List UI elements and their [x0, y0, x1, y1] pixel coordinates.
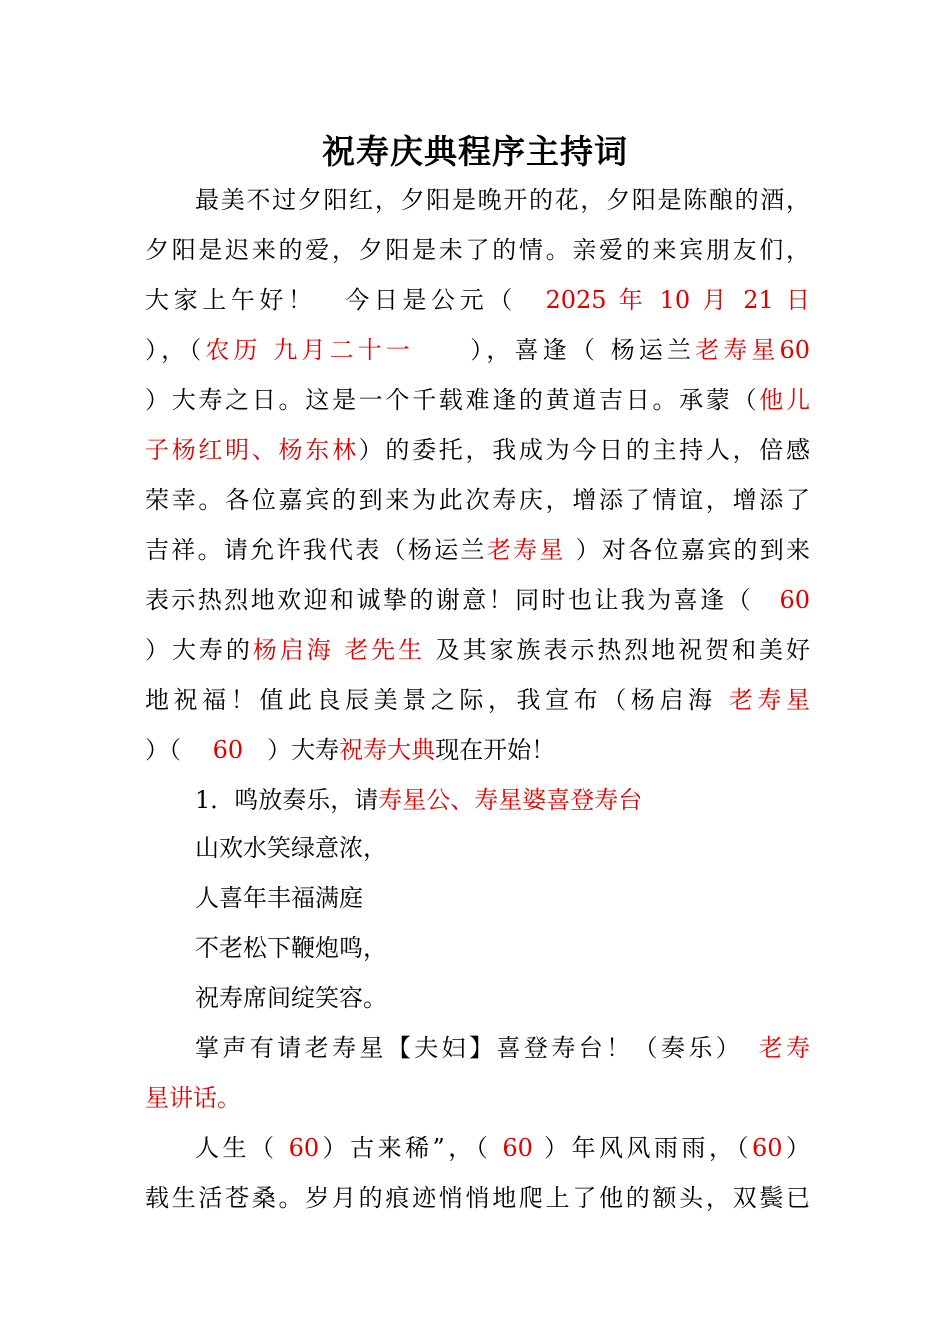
highlighted-text: 60 [212, 736, 244, 764]
text-line [145, 285, 810, 315]
text-line [145, 535, 810, 565]
highlighted-text: 老寿星 [486, 536, 566, 564]
text-line [145, 585, 810, 615]
highlighted-text: 60 [779, 586, 810, 614]
text-line [195, 185, 810, 215]
text-line [145, 735, 810, 765]
text-segment: 山欢水笑绿意浓， [195, 834, 387, 862]
text-line [145, 1183, 810, 1213]
highlighted-text: 2025 年 10 月 21 日 [545, 286, 810, 314]
highlighted-text: 杨启海 老先生 [252, 636, 426, 664]
text-segment: 人喜年丰福满庭 [195, 884, 363, 912]
text-line [145, 235, 810, 265]
highlighted-text: 子杨红明、杨东林 [145, 436, 359, 464]
text-segment: 最美不过夕阳红，夕阳是晚开的花，夕阳是陈酿的酒， [195, 186, 810, 214]
highlighted-text: 老寿星 [728, 686, 810, 714]
text-segment: ），喜逢（ 杨运兰 [414, 336, 696, 364]
text-line [145, 385, 810, 415]
text-line [145, 435, 810, 465]
text-segment: 载生活苍桑。岁月的痕迹悄悄地爬上了他的额头，双鬓已 [145, 1184, 810, 1212]
highlighted-text: 老寿星60 [695, 336, 810, 364]
text-line [145, 1083, 810, 1113]
poem-line [195, 833, 810, 863]
text-line [145, 635, 810, 665]
text-line [195, 1133, 810, 1163]
text-segment: ）对各位嘉宾的到来 [565, 536, 810, 564]
highlighted-text: 他儿 [759, 386, 811, 414]
text-segment: 不老松下鞭炮鸣， [195, 934, 387, 962]
text-segment: 及其家族表示热烈地祝贺和美好 [425, 636, 810, 664]
text-line [145, 485, 810, 515]
text-segment: ）大寿的 [145, 636, 253, 664]
poem-line [195, 983, 810, 1013]
text-segment: 1．鸣放奏乐，请 [195, 786, 379, 814]
text-segment: 现在开始！ [435, 736, 556, 764]
text-line [195, 785, 810, 815]
highlighted-text: 60 [288, 1134, 320, 1162]
text-segment: 荣幸。各位嘉宾的到来为此次寿庆，增添了情谊，增添了 [145, 486, 810, 514]
highlighted-text: 60 [751, 1134, 783, 1162]
text-line [195, 1033, 810, 1063]
text-segment: 表示热烈地欢迎和诚挚的谢意！同时也让我为喜逢（ [145, 586, 780, 614]
text-line [145, 335, 810, 365]
highlighted-text: 星讲话。 [145, 1084, 241, 1112]
text-segment: 夕阳是迟来的爱，夕阳是未了的情。亲爱的来宾朋友们， [145, 236, 810, 264]
text-segment: 地祝福！值此良辰美景之际，我宣布（杨启海 [145, 686, 729, 714]
text-segment: 祝寿席间绽笑容。 [195, 984, 387, 1012]
text-segment: 吉祥。请允许我代表（杨运兰 [145, 536, 487, 564]
text-segment: 大家上午好！ 今日是公元（ [145, 286, 546, 314]
poem-line [195, 933, 810, 963]
text-segment: ），（ [145, 336, 206, 364]
text-segment: ）（ [145, 736, 213, 764]
poem-line [195, 883, 810, 913]
text-line [145, 685, 810, 715]
text-segment: ） [782, 1134, 810, 1162]
text-segment: ）大寿 [243, 736, 340, 764]
highlighted-text: 老寿 [758, 1034, 811, 1062]
highlighted-text: 60 [502, 1134, 533, 1162]
text-segment: ）的委托，我成为今日的主持人，倍感 [358, 436, 811, 464]
text-segment: 人生（ [195, 1134, 289, 1162]
document-title: 祝寿庆典程序主持词 [322, 132, 628, 171]
text-segment: 掌声有请老寿星【夫妇】喜登寿台！（奏乐） [195, 1034, 759, 1062]
highlighted-text: 农历 九月二十一 [205, 336, 415, 364]
text-segment: ）古来稀”，（ [319, 1134, 503, 1162]
highlighted-text: 祝寿大典 [339, 736, 436, 764]
text-segment: ）大寿之日。这是一个千载难逢的黄道吉日。承蒙（ [145, 386, 760, 414]
highlighted-text: 寿星公、寿星婆喜登寿台 [378, 786, 643, 814]
text-segment: ）年风风雨雨，（ [532, 1134, 752, 1162]
